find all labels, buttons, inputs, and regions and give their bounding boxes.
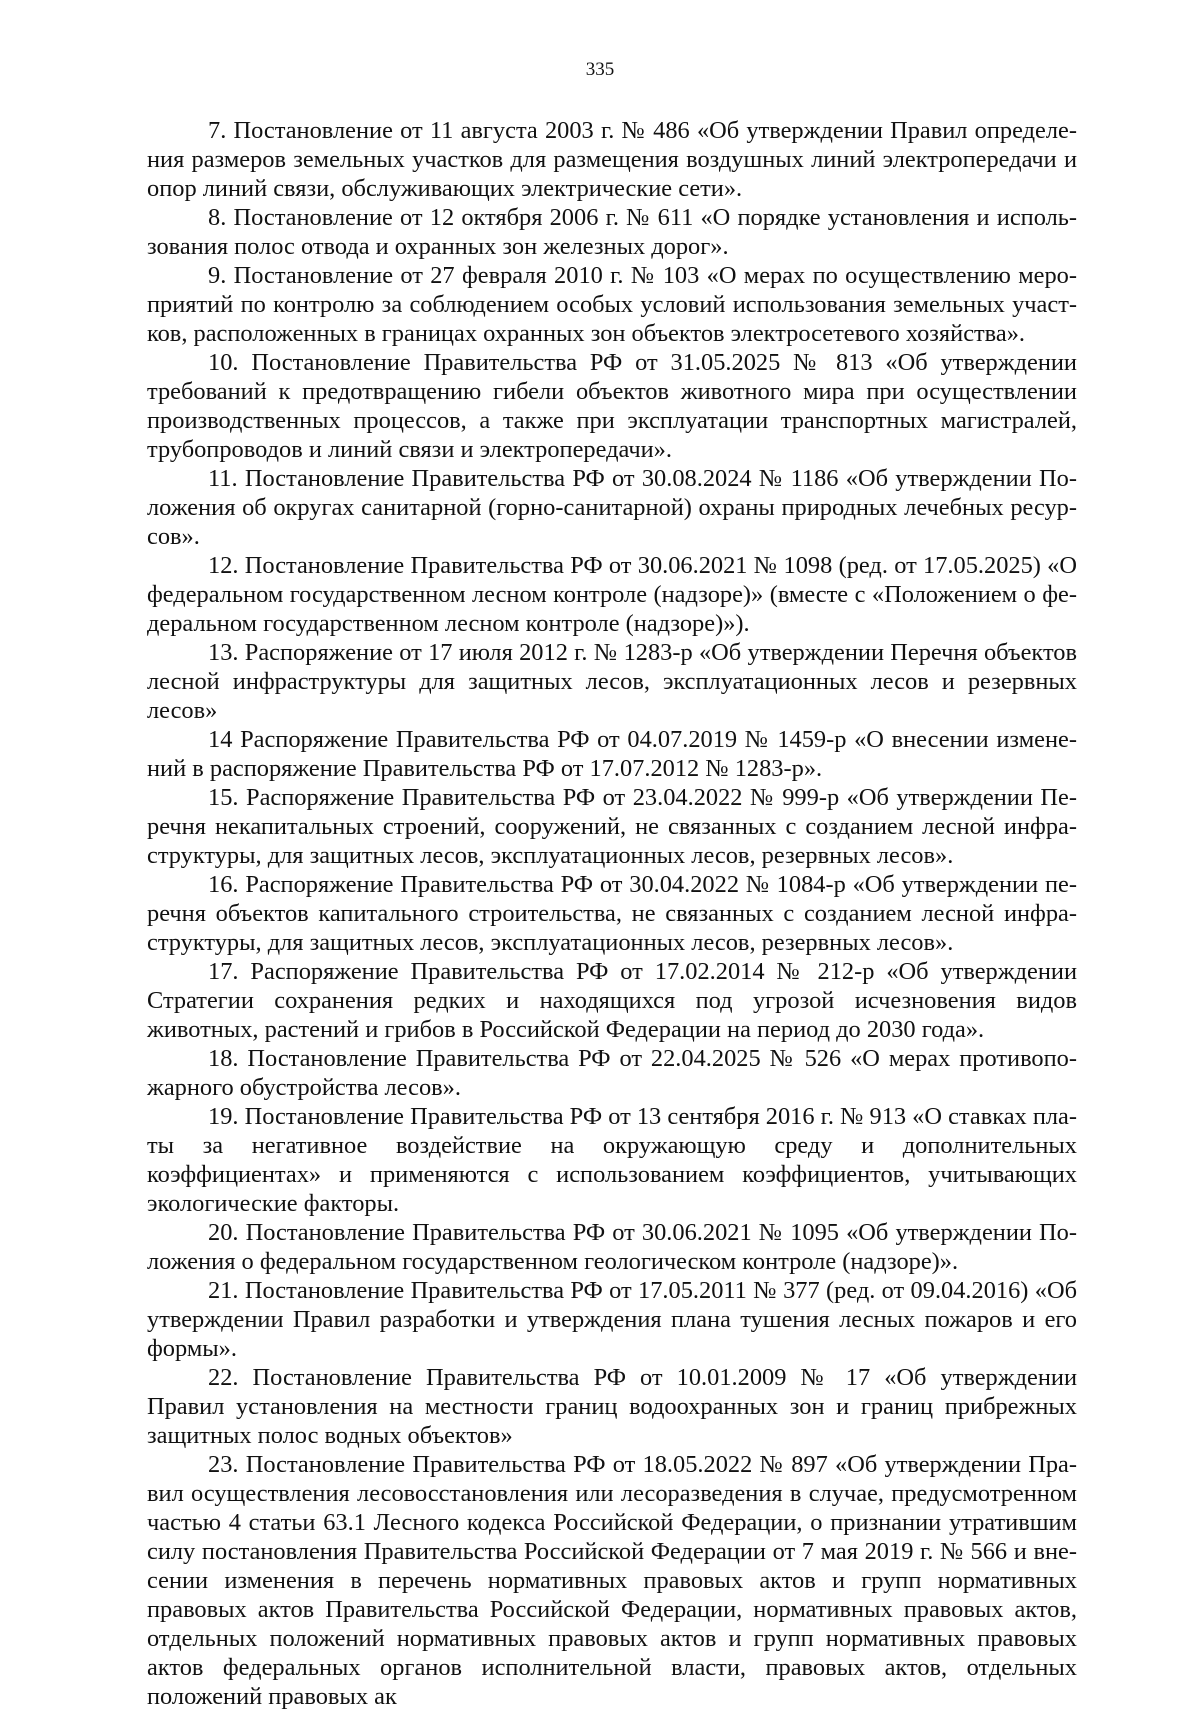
document-body bbox=[147, 116, 1077, 1711]
list-item: 18. Постановление Правительства РФ от 22.04.2025 № 526 «О мерах противопожарного обустройства лесов». bbox=[147, 1045, 1077, 1101]
list-item: 14 Распоряжение Правительства РФ от 04.07.2019 № 1459-р «О внесении изменений в распоряжение Правительства РФ от 17.07.2012 № 1283-р». bbox=[147, 726, 1077, 782]
list-item: 17. Распоряжение Правительства РФ от 17.02.2014 № 212-р «Об утверждении Стратегии сохранения редких и находящихся под угрозой исчезновения видов животных, растений и грибов в Российской Федерации на период до 2030 года». bbox=[147, 958, 1077, 1043]
list-item: 13. Распоряжение от 17 июля 2012 г. № 1283-р «Об утверждении Перечня объектов лесной инфраструктуры для защитных лесов, эксплуатационных лесов и резервных лесов» bbox=[147, 639, 1077, 724]
list-item: 9. Постановление от 27 февраля 2010 г. № 103 «О мерах по осуществлению мероприятий по контролю за соблюдением особых условий использования земельных участков, расположенных в границах охранных зон объектов электросетевого хозяйства». bbox=[147, 262, 1077, 347]
list-item: 8. Постановление от 12 октября 2006 г. № 611 «О порядке установления и использования полос отвода и охранных зон железных дорог». bbox=[147, 204, 1077, 260]
page-number: 335 bbox=[585, 59, 615, 80]
list-item: 22. Постановление Правительства РФ от 10.01.2009 № 17 «Об утверждении Правил установления на местности границ водоохранных зон и границ прибрежных защитных полос водных объектов» bbox=[147, 1364, 1077, 1449]
list-item: 15. Распоряжение Правительства РФ от 23.04.2022 № 999-р «Об утверждении Перечня некапитальных строений, сооружений, не связанных с созданием лесной инфраструктуры, для защитных лесов, эксплуатационных лесов, резервных лесов». bbox=[147, 784, 1077, 869]
list-item: 7. Постановление от 11 августа 2003 г. № 486 «Об утверждении Правил определения размеров земельных участков для размещения воздушных линий электропередачи и опор линий связи, обслуживающих электрические сети». bbox=[147, 117, 1077, 202]
list-item: 10. Постановление Правительства РФ от 31.05.2025 № 813 «Об утверждении требований к предотвращению гибели объектов животного мира при осуществлении производственных процессов, а также при эксплуатации транспортных магистралей, трубопроводов и линий связи и электропередачи». bbox=[147, 349, 1077, 463]
list-item: 20. Постановление Правительства РФ от 30.06.2021 № 1095 «Об утверждении Положения о федеральном государственном геологическом контроле (надзоре)». bbox=[147, 1219, 1077, 1275]
list-item: 16. Распоряжение Правительства РФ от 30.04.2022 № 1084-р «Об утверждении перечня объектов капитального строительства, не связанных с созданием лесной инфраструктуры, для защитных лесов, эксплуатационных лесов, резервных лесов». bbox=[147, 871, 1077, 956]
list-item: 19. Постановление Правительства РФ от 13 сентября 2016 г. № 913 «О ставках платы за негативное воздействие на окружающую среду и дополнительных коэффициентах» и применяются с использованием коэффициентов, учитывающих экологические факторы. bbox=[147, 1103, 1077, 1217]
list-item: 21. Постановление Правительства РФ от 17.05.2011 № 377 (ред. от 09.04.2016) «Об утверждении Правил разработки и утверждения плана тушения лесных пожаров и его формы». bbox=[147, 1277, 1077, 1362]
list-item: 23. Постановление Правительства РФ от 18.05.2022 № 897 «Об утверждении Правил осуществления лесовосстановления или лесоразведения в случае, предусмотренном частью 4 статьи 63.1 Лесного кодекса Российской Федерации, о признании утратившим силу постановления Правительства Российской Федерации от 7 мая 2019 г. № 566 и внесении изменения в перечень нормативных правовых актов и групп нормативных правовых актов Правительства Российской Федерации, нормативных правовых актов, отдельных положений нормативных правовых актов и групп нормативных правовых актов федеральных органов исполнительной власти, правовых актов, отдельных положений правовых ак bbox=[147, 1451, 1077, 1710]
list-item: 12. Постановление Правительства РФ от 30.06.2021 № 1098 (ред. от 17.05.2025) «О федеральном государственном лесном контроле (надзоре)» (вместе с «Положением о федеральном государственном лесном контроле (надзоре)»). bbox=[147, 552, 1077, 637]
list-item: 11. Постановление Правительства РФ от 30.08.2024 № 1186 «Об утверждении Положения об округах санитарной (горно-санитарной) охраны природных лечебных ресурсов». bbox=[147, 465, 1077, 550]
